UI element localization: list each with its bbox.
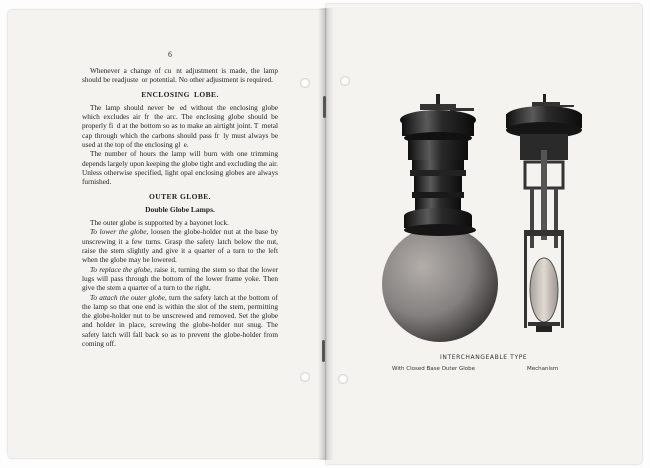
replace-globe-label: To replace the globe, bbox=[90, 264, 153, 274]
paragraph-enclosing-2: The number of hours the lamp will burn with one trimming depends largely upon keeping the globe tight and excluding the air. Unless otherwise specified, light opal enclosing globes are always furnished. bbox=[82, 149, 278, 187]
left-page-text bbox=[82, 46, 278, 348]
book-gutter bbox=[318, 8, 334, 460]
staple-icon bbox=[323, 96, 326, 118]
attach-globe-text: turn the safety latch at the bottom of the lamp so that one end is within the slot of the stem, permitting the globe-holder nut to be unscrewed and removed. Set the globe and holder in place, screwing the globe-holder nut snug. The safety latch will fall back so as to prevent the globe-holder from coming off. bbox=[82, 292, 278, 349]
paragraph-bayonet: The outer globe is supported by a bayonet lock. bbox=[90, 218, 229, 228]
heading-outer-globe: OUTER GLOBE. bbox=[149, 191, 211, 201]
attach-globe-label: To attach the outer globe, bbox=[90, 292, 167, 302]
figure-caption-right: Mechanism bbox=[527, 366, 559, 372]
punch-hole-icon bbox=[338, 374, 348, 384]
figure-caption-left: With Closed Base Outer Globe bbox=[392, 366, 475, 372]
paragraph-replace-globe bbox=[82, 265, 278, 293]
paragraph-adjustment: Whenever a change of cu nt adjustment is made, the lamp should be readjuste or potential. No other adjustment is required. bbox=[82, 66, 278, 85]
punch-hole-icon bbox=[300, 78, 310, 88]
page-number: 6 bbox=[168, 50, 172, 59]
paragraph-attach-globe bbox=[82, 293, 278, 349]
replace-globe-text: raise it, turning the stem so that the lower lugs will pass through the bottom of the lower frame yoke. Then give the stem a quarter of a turn to the right. bbox=[82, 264, 278, 293]
lamp-mechanism bbox=[506, 94, 582, 332]
lower-globe-text: loosen the globe-holder nut at the base by unscrewing it a few turns. Grasp the safety latch below the nut, raise the stem slightly and give it a quarter of a turn to the left when the globe may be lowered. bbox=[82, 227, 278, 265]
paragraph-lower-globe bbox=[82, 227, 278, 264]
staple-icon bbox=[322, 340, 325, 362]
figure-caption-title: INTERCHANGEABLE TYPE bbox=[440, 354, 528, 361]
lower-globe-label: To lower the globe, bbox=[90, 227, 149, 237]
punch-hole-icon bbox=[300, 372, 310, 382]
punch-hole-icon bbox=[340, 76, 350, 86]
lamp-illustration bbox=[360, 90, 600, 350]
subheading-double-globe: Double Globe Lamps. bbox=[145, 204, 215, 214]
lamp-closed-base bbox=[382, 94, 498, 342]
paragraph-enclosing-1: The lamp should never be ed without the enclosing globe which excludes air fr the arc. The enclosing globe should be properly fi d at the bottom so as to make an airtight joint. T metal cap through which the carbons should pass fr ly must always be used at the top of the enclosing gl e. bbox=[82, 102, 278, 150]
heading-enclosing-globe: ENCLOSING LOBE. bbox=[141, 89, 219, 99]
